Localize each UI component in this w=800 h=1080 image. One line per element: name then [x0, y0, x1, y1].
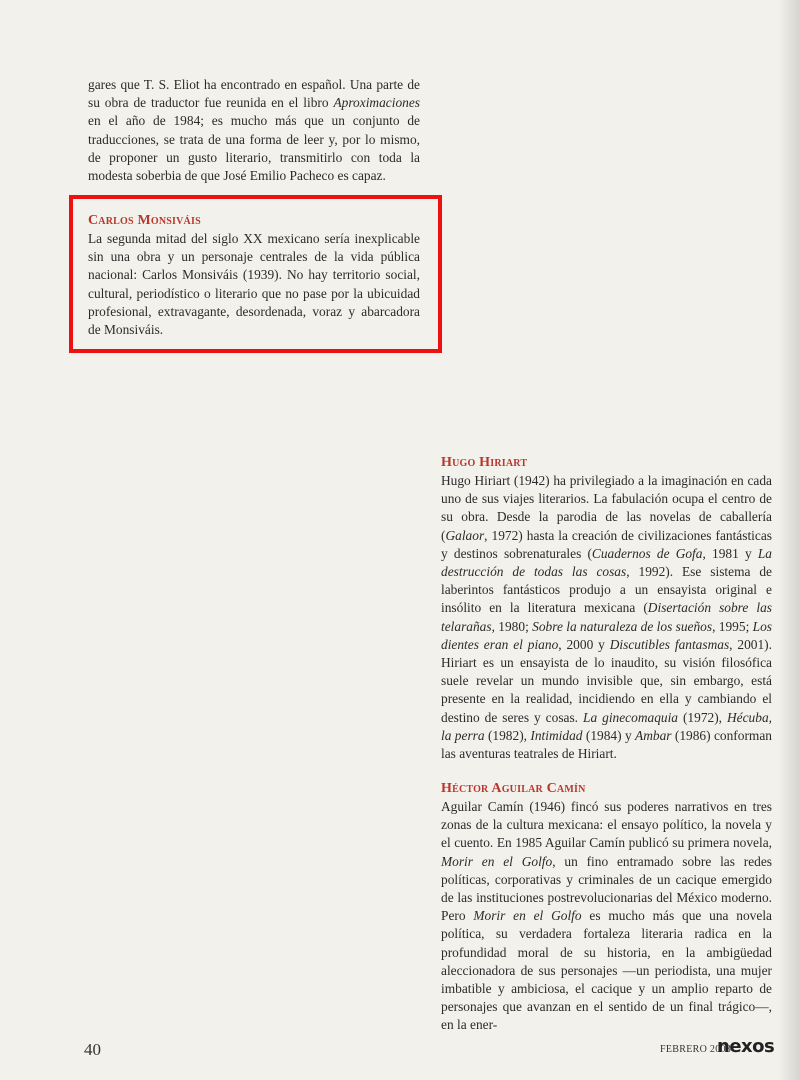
italic-title: Aproximaciones: [333, 95, 420, 111]
section-heading-aguilar-camin: Héctor Aguilar Camín: [441, 781, 586, 796]
left-column: [88, 76, 420, 185]
italic-title: Sobre la naturaleza de los sueños: [532, 618, 713, 634]
text-run: es mucho más que una novela política, su verdadera fortaleza literaria radica en la profundidad moral de su historia, en la ambigüedad aleccionadora de sus personajes —un periodista, una mujer imbatible y ambiciosa, el cacique y un amplio reparto de personajes que avanzan en el sentido de un final trágico—, en la ener-: [441, 908, 772, 1033]
text-run: gares que T. S. Eliot ha encontrado en español. Una parte de su obra de traductor fue reunida en el libro: [88, 77, 420, 111]
italic-title: La destrucción de todas las cosas: [441, 545, 772, 580]
italic-title: Morir en el Golfo: [441, 853, 553, 869]
text-run: , 1981 y: [702, 545, 758, 561]
section-heading-monsivais: Carlos Monsiváis: [88, 213, 201, 228]
italic-title: Morir en el Golfo: [473, 908, 582, 924]
highlight-box: [69, 195, 442, 353]
text-run: (1972),: [678, 709, 727, 725]
magazine-logo: nexos: [717, 1036, 775, 1057]
text-run: , 2000 y: [558, 636, 610, 652]
text-run: La segunda mitad del siglo XX mexicano sería inexplicable sin una obra y un personaje centrales de la vida pública nacional: Carlos Monsiváis (1939). No hay territorio social, cultural, periodístico o literario que no pase por la ubicuidad profesional, extravagante, desordenada, voraz y abarcadora de Monsiváis.: [88, 231, 420, 338]
text-run: Aguilar Camín (1946) fincó sus poderes narrativos en tres zonas de la cultura mexicana: el ensayo político, la novela y el cuento. En 1985 Aguilar Camín publicó su primera novela,: [441, 799, 772, 851]
hiriart-body: [441, 472, 772, 763]
italic-title: Los dientes eran el piano: [441, 618, 773, 652]
italic-title: Galaor: [445, 527, 485, 543]
aguilar-camin-body: [441, 798, 772, 1035]
text-run: , 1995;: [712, 618, 753, 634]
aguilar-camin-section: [441, 780, 772, 1035]
italic-title: Cuadernos de Gofa: [591, 545, 703, 561]
text-run: , 1980;: [491, 618, 533, 634]
italic-title: Disertación sobre las telarañas: [441, 600, 772, 634]
text-run: (1982),: [484, 727, 531, 743]
hiriart-section: [441, 454, 772, 763]
section-heading-hiriart: Hugo Hiriart: [441, 455, 528, 470]
text-run: , 1972) hasta la creación de civilizaciones fantásticas y destinos sobrenaturales (: [441, 527, 772, 561]
issue-date: FEBRERO 2003: [660, 1044, 732, 1055]
text-run: , 1992). Ese sistema de laberintos fantásticos produjo a un ensayista original e insólito en la literatura mexicana (: [441, 564, 772, 616]
italic-title: Ambar: [635, 727, 672, 743]
text-run: (1986) conforman las aventuras teatrales de Hiriart.: [441, 727, 772, 762]
text-run: Hugo Hiriart (1942) ha privilegiado a la imaginación en cada uno de sus viajes literarios. La fabulación ocupa el centro de su obra. Desde la parodia de las novelas de caballería (: [441, 473, 772, 543]
italic-title: Hécuba, la perra: [441, 709, 772, 743]
text-run: , 2001). Hiriart es un ensayista de lo inaudito, su visión filosófica suele revelar un mundo invisible que, sin embargo, está presente en la realidad, incidiendo en ella y cambiando el destino de seres y cosas.: [441, 636, 772, 725]
text-run: (1984) y: [582, 727, 636, 743]
page-edge-shadow: [778, 0, 800, 1080]
italic-title: La ginecomaquia: [583, 709, 678, 725]
italic-title: Intimidad: [530, 727, 583, 743]
intro-paragraph: [88, 76, 420, 185]
italic-title: Discutibles fantasmas: [609, 636, 730, 652]
text-run: , un fino entramado sobre las redes políticas, corporativas y criminales de un cacique emergido de las instituciones postrevolucionarias del México moderno. Pero: [441, 853, 772, 924]
page-number: 40: [84, 1040, 101, 1059]
text-run: en el año de 1984; es mucho más que un conjunto de traducciones, se trata de una forma de leer y, por lo mismo, de proponer un gusto literario, transmitirlo con toda la modesta soberbia de que José Emilio Pacheco es capaz.: [88, 113, 420, 184]
